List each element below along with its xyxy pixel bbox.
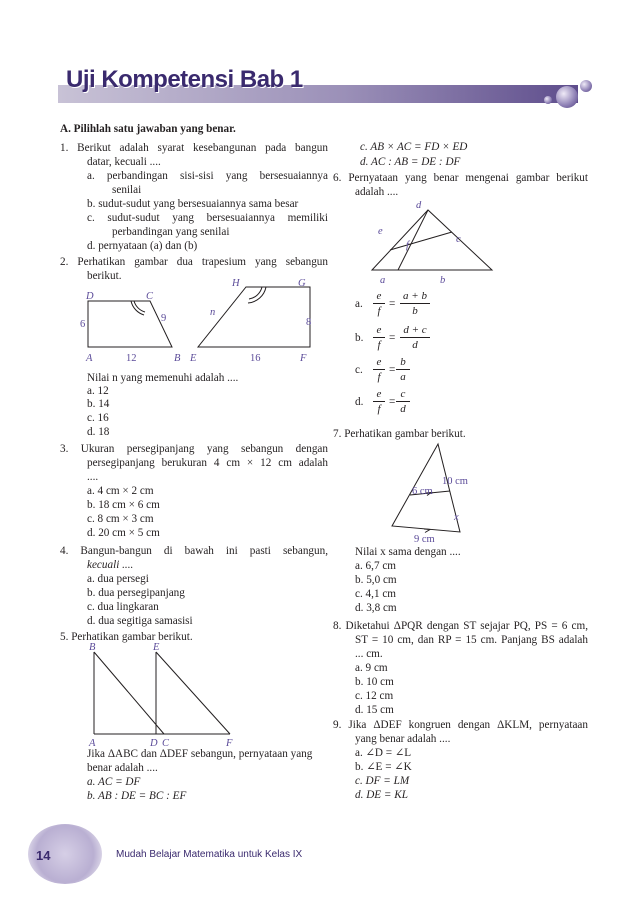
q4-option-c: c. dua lingkaran [87,601,159,613]
section-a-heading: A. Pilihlah satu jawaban yang benar. [60,123,236,135]
q9-option-b: b. ∠E = ∠K [355,761,412,773]
q2-label-n: n [210,307,216,318]
decor-ball-tiny [544,96,552,104]
q6-a-rnum: a + b [403,290,427,302]
q8-stem-1: 8. Diketahui ΔPQR dengan ST sejajar PQ, PS = 6 cm, [333,620,588,632]
q8-option-b: b. 10 cm [355,676,394,688]
q3-option-b: b. 18 cm × 6 cm [87,499,160,511]
q6-d-label: d. [355,396,364,408]
q6-label-b: b [440,275,446,286]
q9-option-a: a. ∠D = ∠L [355,747,412,759]
q6-d-den: f [377,403,381,415]
q4-stem-1: 4. Bangun-bangun di bawah ini pasti sebangun, [60,545,328,557]
q2-label-D: D [86,291,94,302]
q2-label-H: H [232,278,240,289]
q6-c-rden: a [400,371,406,383]
q2-option-d: d. 18 [87,426,110,438]
q2-label-8: 8 [306,317,312,328]
q6-stem-2: adalah .... [355,186,399,198]
decor-ball [556,86,578,108]
q9-option-d: d. DE = KL [355,789,408,801]
q7-triangle-diagram [380,436,490,546]
q6-stem-1: 6. Pernyataan yang benar mengenai gambar berikut [333,172,588,184]
q6-d-lfrac [373,388,385,415]
q5-label-A: A [89,738,96,748]
q3-stem-3: .... [87,471,99,483]
q6-b-num: e [376,324,382,336]
q6-label-d: d [416,200,422,211]
q5-option-a: a. AC = DF [87,776,141,788]
q6-d-eq: = [389,396,396,408]
q5-option-c: c. AB × AC = FD × ED [360,141,468,153]
q6-label-c: c [456,234,461,245]
q2-stem-2: berikut. [87,270,122,282]
q4-stem-2: kecuali .... [87,559,134,571]
q6-a-den: f [377,305,381,317]
q6-c-num: e [376,356,382,368]
q6-a-label: a. [355,298,363,310]
q9-option-c: c. DF = LM [355,775,410,787]
q2-label-9: 9 [161,313,167,324]
q5-option-d: d. AC : AB = DE : DF [360,156,461,168]
q6-label-e: e [378,226,383,237]
q6-b-rnum: d + c [403,324,427,336]
q2-option-c: c. 16 [87,412,109,424]
q6-d-rfrac [396,388,410,415]
q6-c-rfrac [396,356,410,383]
q8-stem-3: ... cm. [355,648,383,660]
q6-c-eq: = [389,364,396,376]
q2-label-12: 12 [126,353,137,364]
q2-label-G: G [298,278,306,289]
q7-option-d: d. 3,8 cm [355,602,397,614]
q7-question: Nilai x sama dengan .... [355,546,461,558]
q1-stem-2: datar, kecuali .... [87,156,161,168]
q1-option-d: d. pernyataan (a) dan (b) [87,240,198,252]
q4-option-b: b. dua persegipanjang [87,587,185,599]
q7-label-x: x [454,512,459,523]
q6-a-rden: b [412,305,418,317]
q7-label-6cm: 6 cm [412,486,433,497]
q3-stem-2: persegipanjang berukuran 4 cm × 12 cm adalah [87,457,328,469]
q5-question-1: Jika ΔABC dan ΔDEF sebangun, pernyataan yang [87,748,313,760]
q6-triangle-diagram [360,198,500,286]
q3-option-c: c. 8 cm × 3 cm [87,513,154,525]
q7-option-b: b. 5,0 cm [355,574,397,586]
q5-question-2: benar adalah .... [87,762,158,774]
q2-trapezoid-diagram [60,275,330,367]
q9-stem-2: yang benar adalah .... [355,733,451,745]
q1-option-b: b. sudut-sudut yang bersesuaiannya sama besar [87,198,299,210]
q3-stem-1: 3. Ukuran persegipanjang yang sebangun dengan [60,443,328,455]
q7-option-c: c. 4,1 cm [355,588,397,600]
q6-label-f: f [406,240,409,251]
q2-label-F: F [300,353,307,364]
q6-d-rden: d [400,403,406,415]
q6-b-rfrac [400,324,430,351]
q6-b-label: b. [355,332,364,344]
q5-label-F: F [226,738,233,748]
q7-option-a: a. 6,7 cm [355,560,397,572]
q6-d-num: e [376,388,382,400]
q6-b-eq: = [389,332,396,344]
q2-stem-1: 2. Perhatikan gambar dua trapesium yang sebangun [60,256,328,268]
q7-label-9cm: 9 cm [414,534,435,545]
q6-c-rnum: b [400,356,406,368]
q1-option-a: a. perbandingan sisi-sisi yang bersesuaiannya [87,170,328,182]
q5-label-C: C [162,738,170,748]
chapter-title: Uji Kompetensi Bab 1 [66,66,303,93]
q4-option-a: a. dua persegi [87,573,149,585]
q4-option-d: d. dua segitiga samasisi [87,615,193,627]
q2-option-a: a. 12 [87,385,109,397]
q6-c-lfrac [373,356,385,383]
q8-option-a: a. 9 cm [355,662,388,674]
page-number: 14 [36,848,51,863]
q6-d-rnum: c [400,388,406,400]
q6-b-den: f [377,339,381,351]
q6-a-lfrac [373,290,385,317]
q6-c-den: f [377,371,381,383]
q8-stem-2: ST = 10 cm, dan RP = 15 cm. Panjang BS adalah [355,634,588,646]
q2-label-6: 6 [80,319,86,330]
q6-b-lfrac [373,324,385,351]
q5-label-D: D [150,738,158,748]
q6-c-label: c. [355,364,363,376]
q5-label-E: E [153,642,160,653]
q6-a-num: e [376,290,382,302]
q2-option-b: b. 14 [87,398,110,410]
q2-label-B: B [174,353,181,364]
q5-stem: 5. Perhatikan gambar berikut. [60,631,193,643]
q5-triangles-diagram [80,640,260,748]
q2-label-E: E [190,353,197,364]
q2-label-C: C [146,291,154,302]
q8-option-c: c. 12 cm [355,690,394,702]
q7-stem: 7. Perhatikan gambar berikut. [333,428,466,440]
q2-label-A: A [86,353,93,364]
footer-book-title: Mudah Belajar Matematika untuk Kelas IX [116,849,303,860]
q6-a-eq: = [389,298,396,310]
q3-option-d: d. 20 cm × 5 cm [87,527,160,539]
q6-a-rfrac [400,290,430,317]
q2-question: Nilai n yang memenuhi adalah .... [87,372,239,384]
q3-option-a: a. 4 cm × 2 cm [87,485,154,497]
q6-b-rden: d [412,339,418,351]
q6-label-a: a [380,275,386,286]
q1-option-c-cont: perbandingan yang senilai [112,226,230,238]
decor-ball-small [580,80,592,92]
q8-option-d: d. 15 cm [355,704,394,716]
q7-label-10cm: 10 cm [442,476,468,487]
q1-option-c: c. sudut-sudut yang bersesuaiannya memiliki [87,212,328,224]
q9-stem-1: 9. Jika ΔDEF kongruen dengan ΔKLM, pernyataan [333,719,588,731]
q1-option-a-cont: senilai [112,184,142,196]
q5-label-B: B [89,642,96,653]
q1-stem-1: 1. Berikut adalah syarat kesebangunan pada bangun [60,142,328,154]
q2-label-16: 16 [250,353,261,364]
q5-option-b: b. AB : DE = BC : EF [87,790,187,802]
